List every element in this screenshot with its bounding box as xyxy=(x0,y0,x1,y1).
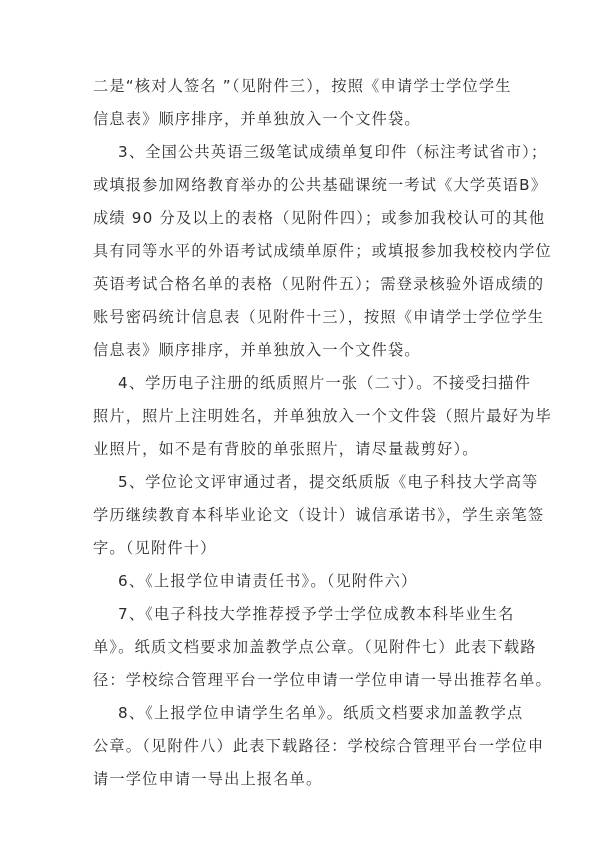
text-line: 4、学历电子注册的纸质照片一张（二寸）。不接受扫描件 xyxy=(118,374,531,392)
text-line: 7、《电子科技大学推荐授予学士学位成教本科毕业生名 xyxy=(118,605,515,623)
text-line: 公章。（见附件八）此表下载路径：学校综合管理平台一学位申 xyxy=(93,737,545,755)
text-line: 英语考试合格名单的表格（见附件五）；需登录核验外语成绩的 xyxy=(93,275,545,293)
text-line: 成绩 90 分及以上的表格（见附件四）；或参加我校认可的其他 xyxy=(93,209,546,227)
text-line: 账号密码统计信息表（见附件十三），按照《申请学士学位学生 xyxy=(93,308,545,326)
text-line: 二是“核对人签名 ”（见附件三），按照《申请学士学位学生 xyxy=(93,77,512,95)
text-line: 6、《上报学位申请责任书》。（见附件六） xyxy=(118,572,418,590)
text-line: 8、《上报学位申请学生名单》。纸质文档要求加盖教学点 xyxy=(118,704,524,722)
text-line: 业照片，如不是有背胶的单张照片，请尽量裁剪好）。 xyxy=(93,440,479,458)
text-line: 信息表》顺序排序，并单独放入一个文件袋。 xyxy=(93,341,421,359)
text-line: 学历继续教育本科毕业论文（设计）诚信承诺书》，学生亲笔签 xyxy=(93,506,545,524)
text-line: 或填报参加网络教育举办的公共基础课统一考试《大学英语B》 xyxy=(93,176,548,194)
text-line: 请一学位申请一导出上报名单。 xyxy=(93,770,323,788)
text-line: 5、学位论文评审通过者，提交纸质版《电子科技大学高等 xyxy=(118,473,539,491)
text-line: 照片，照片上注明姓名，并单独放入一个文件袋（照片最好为毕 xyxy=(93,407,552,425)
text-line: 单》。纸质文档要求加盖教学点公章。（见附件七）此表下载路 xyxy=(93,638,537,656)
text-line: 3、全国公共英语三级笔试成绩单复印件（标注考试省市）； xyxy=(118,143,548,161)
text-line: 字。（见附件十） xyxy=(93,539,217,557)
text-line: 信息表》顺序排序，并单独放入一个文件袋。 xyxy=(93,110,421,128)
text-line: 径：学校综合管理平台一学位申请一学位申请一导出推荐名单。 xyxy=(93,671,552,689)
text-line: 具有同等水平的外语考试成绩单原件；或填报参加我校校内学位 xyxy=(93,242,552,260)
